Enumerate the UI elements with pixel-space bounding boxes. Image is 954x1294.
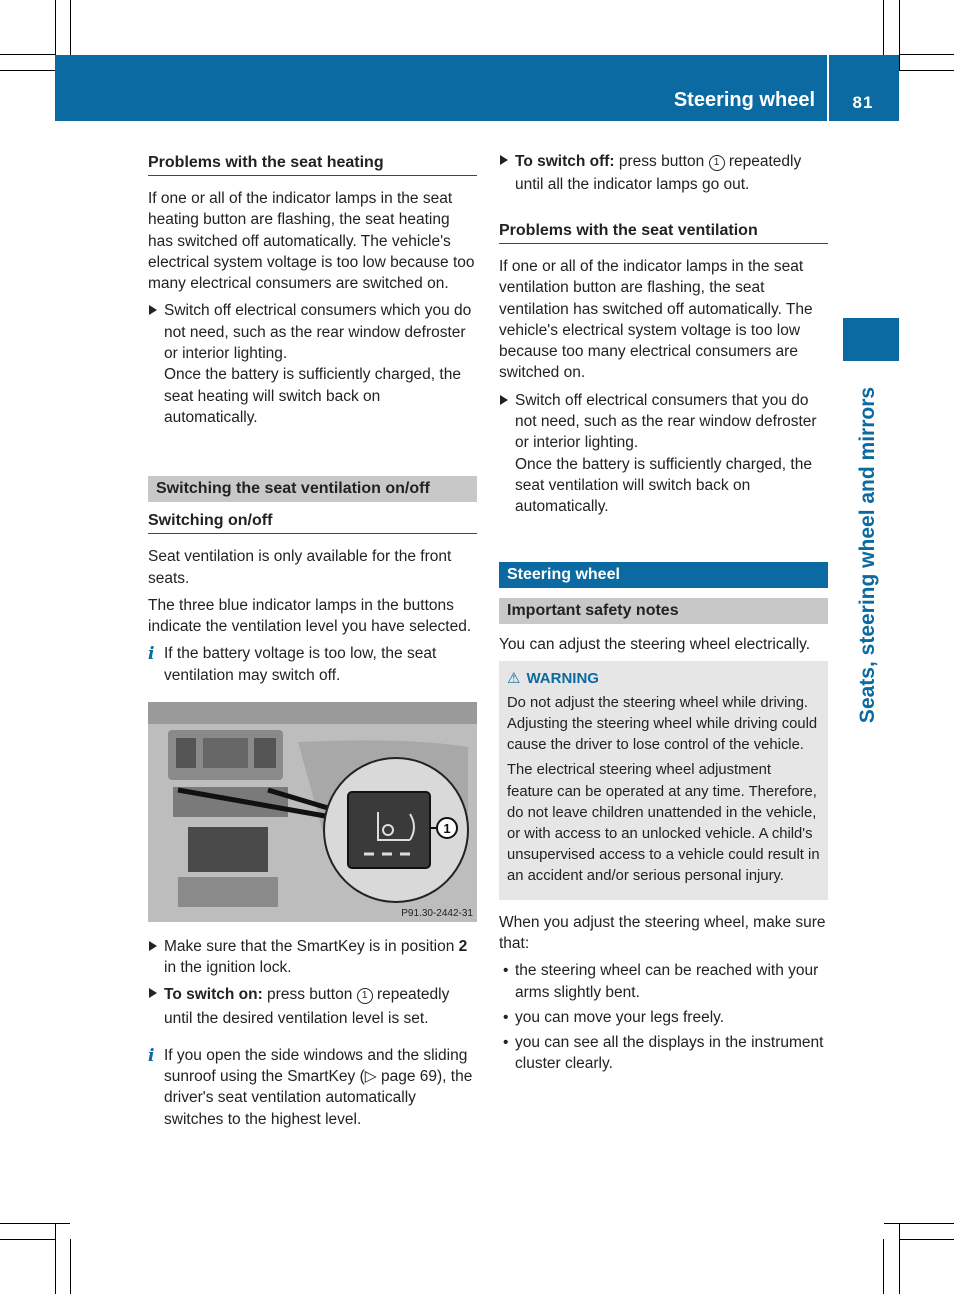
info-note — [148, 643, 477, 686]
list-item: • the steering wheel can be reached with your arms slightly bent. — [499, 960, 828, 1003]
warning-icon: ⚠ — [507, 669, 521, 687]
page-header — [55, 55, 899, 121]
crop-mark — [883, 0, 884, 55]
heading-seat-heating: Problems with the seat heating — [148, 154, 477, 176]
section-bar-steering-wheel: Steering wheel — [499, 562, 828, 588]
crop-mark — [0, 54, 55, 55]
section-bar-ventilation: Switching the seat ventilation on/off — [148, 476, 477, 502]
info-text: If you open the side windows and the sliding sunroof using the SmartKey (▷ page 69), the driver's seat ventilation automatically switches to the highest level. — [164, 1046, 473, 1128]
crop-mark — [884, 1223, 954, 1224]
crop-mark — [883, 1239, 884, 1294]
step-result: Once the battery is sufficiently charged, the seat ventilation will switch back on automatically. — [515, 455, 812, 516]
paragraph: You can adjust the steering wheel electrically. — [499, 635, 811, 653]
step-text: Switch off electrical consumers that you do not need, such as the rear window defroster or interior lighting. — [515, 391, 817, 452]
crop-mark — [0, 1239, 55, 1240]
chapter-tab — [843, 318, 899, 361]
instruction-step — [148, 300, 477, 428]
warning-title — [507, 669, 820, 687]
step-text: repeatedly until all the indicator lamps go out. — [515, 153, 802, 193]
crop-mark — [899, 1223, 900, 1294]
instruction-step — [499, 390, 828, 518]
paragraph: The three blue indicator lamps in the buttons indicate the ventilation level you have selected. — [148, 596, 472, 636]
crop-mark — [70, 1239, 71, 1294]
crop-mark — [899, 1239, 954, 1240]
warning-box — [499, 661, 828, 900]
step-text: in the ignition lock. — [164, 959, 292, 977]
info-note — [148, 1045, 477, 1130]
step-text: Switch off electrical consumers which you do not need, such as the rear window defroster or interior lighting. — [164, 302, 472, 363]
step-text: press button — [262, 985, 357, 1003]
crop-mark — [899, 54, 954, 55]
header-divider — [827, 55, 829, 121]
crop-mark — [55, 1223, 56, 1294]
paragraph: If one or all of the indicator lamps in the seat ventilation button are flashing, the seat ventilation has switched off automatically. The vehicle's electrical system voltage is too low because too many electrical consumers are switched on. — [499, 258, 813, 382]
dashboard-illustration — [148, 702, 477, 922]
figure-caption: P91.30-2442-31 — [401, 908, 473, 920]
step-result: Once the battery is sufficiently charged, the seat heating will switch back on automatically. — [164, 366, 461, 426]
step-text: press button — [614, 153, 709, 170]
step-label: To switch off: — [515, 153, 615, 170]
section-bar-safety-notes: Important safety notes — [499, 598, 828, 624]
right-column — [499, 150, 828, 1079]
list-item: • you can see all the displays in the instrument cluster clearly. — [499, 1032, 828, 1075]
warning-text: Do not adjust the steering wheel while driving. Adjusting the steering wheel while driving could cause the driver to lose control of the vehicle. — [507, 694, 818, 754]
left-column — [148, 150, 477, 1134]
info-icon: i — [148, 1045, 155, 1066]
instruction-step — [499, 150, 828, 196]
chapter-label: Seats, steering wheel and mirrors — [856, 386, 879, 724]
crop-mark — [70, 0, 71, 55]
paragraph: If one or all of the indicator lamps in the seat heating button are flashing, the seat heating has switched off automatically. The vehicle's electrical system voltage is too low because too many electrical consumers are switched on. — [148, 190, 475, 293]
step-label: To switch on: — [164, 985, 263, 1003]
paragraph: When you adjust the steering wheel, make sure that: — [499, 913, 826, 952]
info-icon: i — [148, 644, 155, 665]
heading-switching: Switching on/off — [148, 512, 477, 534]
crop-mark — [0, 1223, 70, 1224]
paragraph: Seat ventilation is only available for the front seats. — [148, 548, 452, 587]
warning-label: WARNING — [526, 669, 599, 687]
heading-seat-ventilation-problems: Problems with the seat ventilation — [499, 222, 828, 244]
svg-text:1: 1 — [443, 821, 451, 837]
header-title: Steering wheel — [673, 89, 815, 111]
crop-mark — [899, 0, 900, 70]
page-number: 81 — [852, 93, 874, 112]
button-reference: 1 — [357, 988, 373, 1004]
instruction-step — [148, 936, 477, 979]
step-text-bold: 2 — [458, 938, 468, 956]
dashboard-figure — [148, 702, 477, 922]
step-text: Make sure that the SmartKey is in position — [164, 938, 459, 956]
info-text: If the battery voltage is too low, the seat ventilation may switch off. — [164, 645, 437, 684]
step-text: repeatedly until the desired ventilation level is set. — [164, 985, 450, 1027]
warning-text: The electrical steering wheel adjustment feature can be operated at any time. Therefore, do not leave children unattended in the vehicle, or with access to an unlocked vehicle. A child's unsupervised access to a vehicle could result in an accident and/or serious personal injury. — [507, 762, 820, 885]
instruction-step — [148, 983, 477, 1031]
button-reference: 1 — [709, 155, 725, 171]
list-item: • you can move your legs freely. — [499, 1007, 828, 1028]
